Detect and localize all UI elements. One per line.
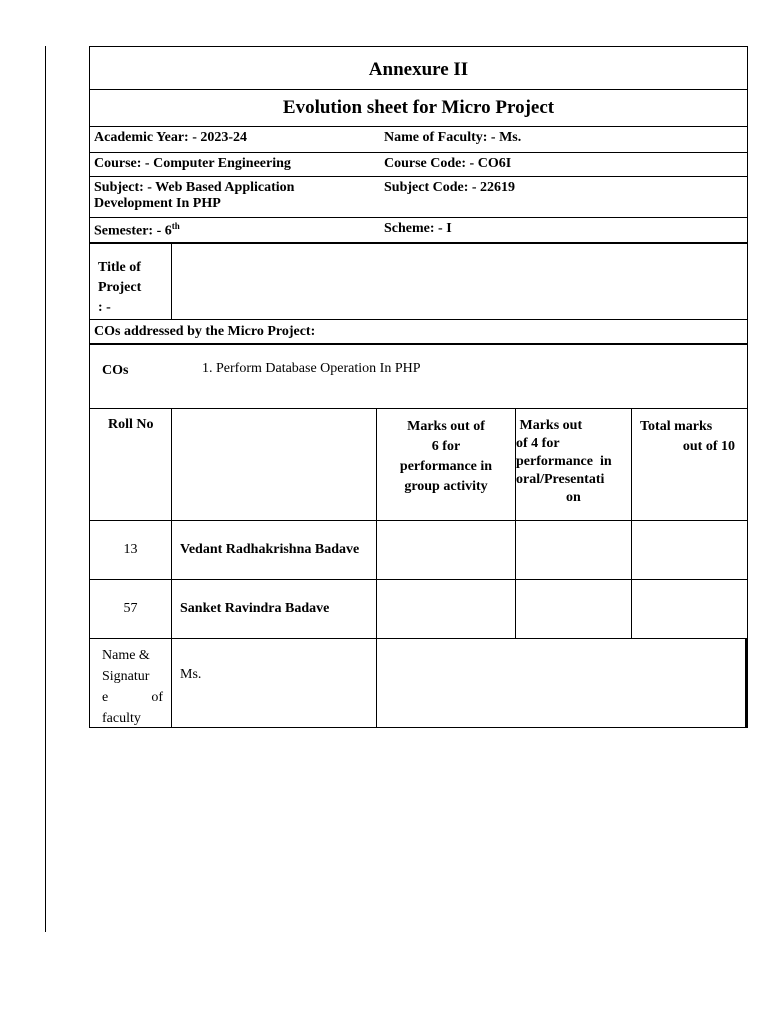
marks4-line-3: performance in bbox=[516, 454, 612, 469]
cos-row bbox=[90, 345, 747, 409]
total-line-1: Total marks bbox=[640, 419, 713, 434]
marks-4-cell bbox=[516, 580, 632, 638]
evaluation-sheet bbox=[89, 46, 748, 728]
marks4-line-1: Marks out bbox=[516, 418, 583, 433]
marks-6-cell bbox=[377, 521, 516, 579]
signature-label-3a: e bbox=[102, 690, 109, 705]
cos-label: COs bbox=[102, 363, 129, 378]
marks-6-header bbox=[377, 409, 516, 520]
info-row-year bbox=[90, 127, 747, 153]
signature-label bbox=[90, 639, 172, 727]
marks6-line-3: performance in bbox=[399, 459, 493, 474]
semester-text: Semester: - 6 bbox=[94, 223, 172, 239]
info-row-semester bbox=[90, 218, 747, 244]
annexure-title: Annexure II bbox=[90, 47, 747, 90]
project-title-label-3: : - bbox=[98, 300, 111, 315]
marks6-line-4: group activity bbox=[404, 479, 488, 494]
cos-item: 1. Perform Database Operation In PHP bbox=[202, 361, 421, 376]
marks4-line-5: on bbox=[566, 490, 581, 505]
signature-label-2: Signatur bbox=[102, 669, 150, 684]
table-row bbox=[90, 580, 747, 639]
project-title-label bbox=[90, 244, 172, 319]
faculty-signature-value: Ms. bbox=[172, 639, 377, 727]
project-title-label-1: Title of bbox=[98, 260, 141, 275]
total-line-2: out of 10 bbox=[682, 439, 735, 454]
table-row bbox=[90, 521, 747, 580]
roll-no-cell: 57 bbox=[90, 580, 172, 638]
signature-label-3 bbox=[102, 687, 163, 708]
subject-line-2: Development In PHP bbox=[94, 196, 221, 211]
roll-no-cell: 13 bbox=[90, 521, 172, 579]
project-title-value bbox=[172, 244, 747, 319]
student-name-cell: Vedant Radhakrishna Badave bbox=[172, 521, 377, 579]
name-header bbox=[172, 409, 377, 520]
subject bbox=[90, 177, 380, 217]
marks6-line-1: Marks out of bbox=[407, 419, 485, 434]
marks4-line-2: of 4 for bbox=[516, 436, 560, 451]
signature-label-1: Name & bbox=[102, 648, 150, 663]
course: Course: - Computer Engineering bbox=[94, 156, 291, 171]
marks-4-cell bbox=[516, 521, 632, 579]
marks-header-row bbox=[90, 409, 747, 521]
signature-label-4: faculty bbox=[102, 711, 141, 726]
info-row-course bbox=[90, 153, 747, 177]
faculty-name: Name of Faculty: - Ms. bbox=[384, 130, 522, 145]
course-code: Course Code: - CO6I bbox=[384, 156, 512, 171]
academic-year: Academic Year: - 2023-24 bbox=[94, 130, 248, 145]
cos-addressed-label: COs addressed by the Micro Project: bbox=[90, 320, 747, 345]
marks-4-header bbox=[516, 409, 632, 520]
info-row-subject bbox=[90, 177, 747, 218]
project-title-row bbox=[90, 244, 747, 320]
marks6-line-2: 6 for bbox=[431, 439, 461, 454]
sheet-title: Evolution sheet for Micro Project bbox=[90, 90, 747, 127]
page-margin-line bbox=[45, 46, 46, 932]
student-name-cell: Sanket Ravindra Badave bbox=[172, 580, 377, 638]
faculty-signature-row bbox=[90, 639, 747, 727]
subject-code: Subject Code: - 22619 bbox=[384, 180, 516, 195]
roll-no-header: Roll No bbox=[90, 409, 172, 520]
marks-6-cell bbox=[377, 580, 516, 638]
total-cell bbox=[632, 521, 747, 579]
semester bbox=[90, 218, 380, 242]
marks4-line-4: oral/Presentati bbox=[516, 472, 605, 487]
semester-sup: th bbox=[171, 221, 180, 231]
signature-label-3b: of bbox=[151, 690, 163, 705]
scheme: Scheme: - I bbox=[384, 221, 452, 236]
total-cell bbox=[632, 580, 747, 638]
subject-line-1: Subject: - Web Based Application bbox=[94, 180, 295, 195]
total-header bbox=[632, 409, 747, 520]
project-title-label-2: Project bbox=[98, 280, 142, 295]
signature-blank bbox=[377, 639, 745, 727]
